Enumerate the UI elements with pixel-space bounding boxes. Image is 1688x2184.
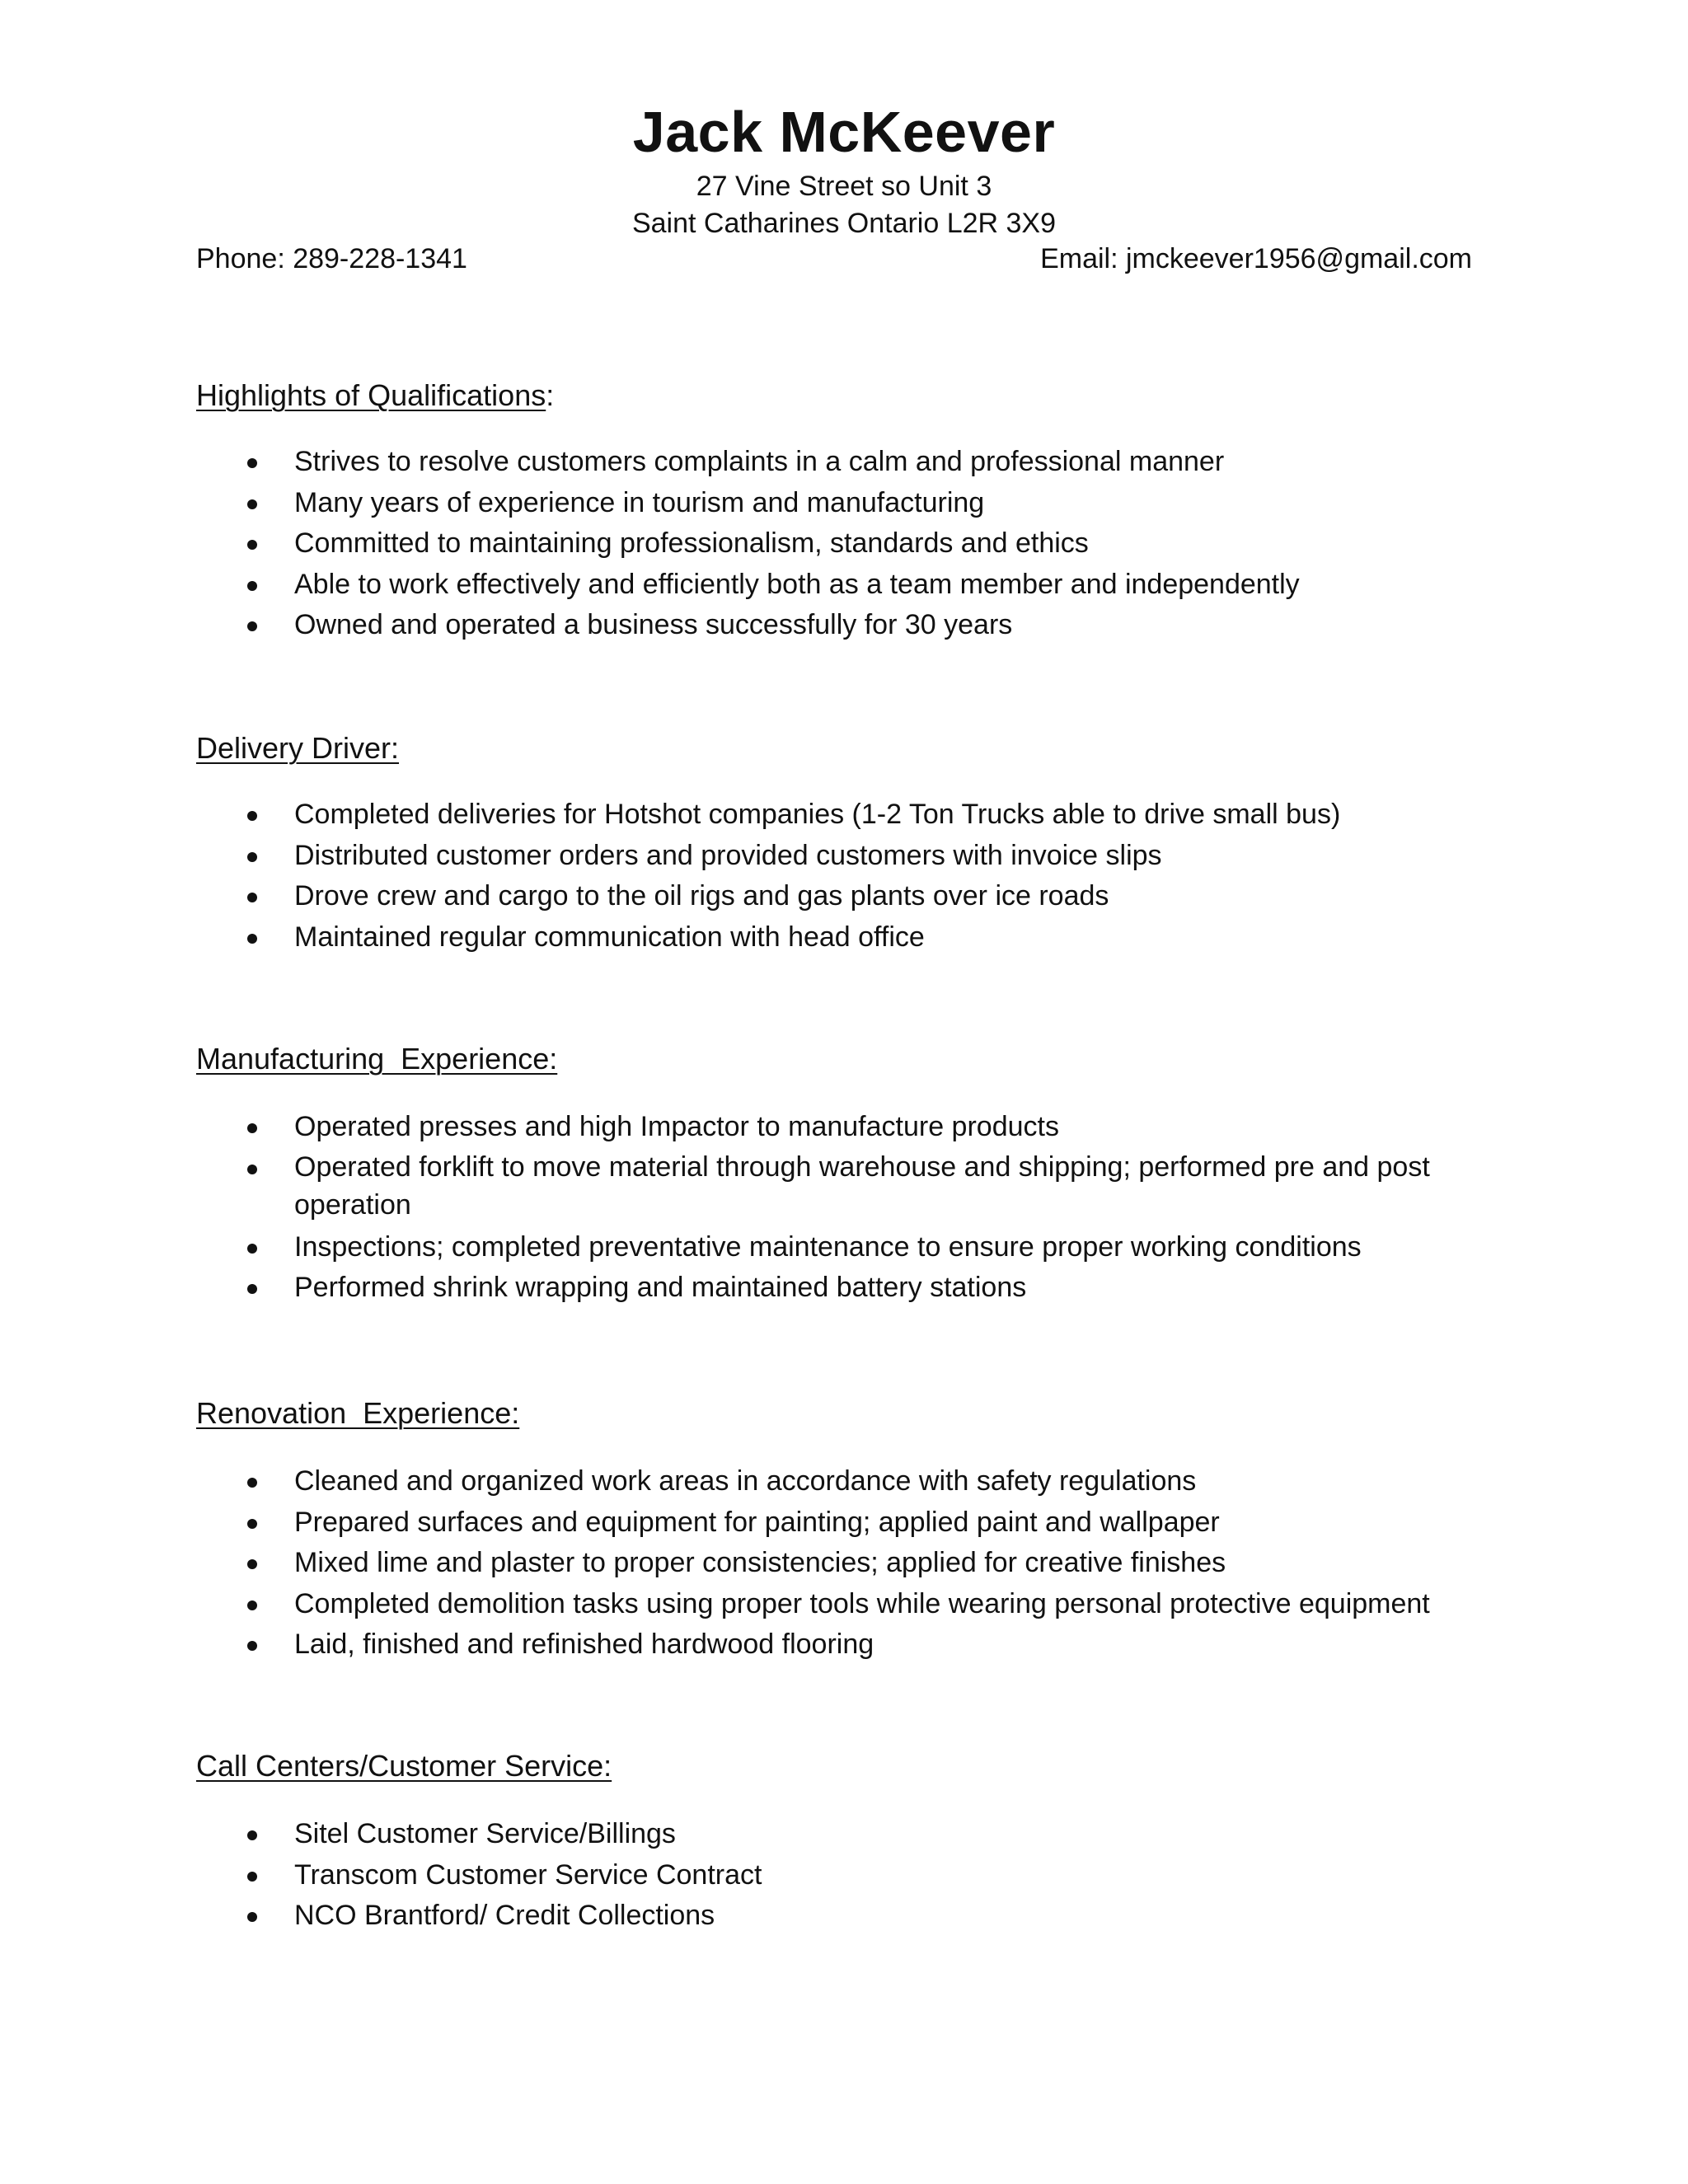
bullet-icon — [247, 1478, 257, 1488]
bullet-icon — [247, 893, 257, 902]
list-item-text: Cleaned and organized work areas in accordance with safety regulations — [294, 1465, 1197, 1497]
section-manufacturing — [196, 1039, 1482, 1309]
list-item-text: Strives to resolve customers complaints in a calm and professional manner — [294, 446, 1225, 477]
list-item-text: Performed shrink wrapping and maintained battery stations — [294, 1272, 1027, 1303]
address-line-1: 27 Vine Street so Unit 3 — [696, 171, 992, 202]
bullet-icon — [247, 1912, 257, 1922]
section-title — [196, 729, 1482, 768]
section-title-suffix: : — [546, 378, 555, 412]
list-item-text: Mixed lime and plaster to proper consistencies; applied for creative finishes — [294, 1547, 1226, 1578]
list-item-text: Completed deliveries for Hotshot companies (1-2 Ton Trucks able to drive small bus) — [294, 799, 1341, 830]
list-item — [196, 1227, 1482, 1268]
section-title-text: Delivery Driver: — [196, 731, 400, 765]
bullet-icon — [247, 852, 257, 862]
bullet-icon — [247, 581, 257, 591]
list-item-text: Laid, finished and refinished hardwood flooring — [294, 1629, 874, 1660]
list-item — [196, 1855, 1482, 1896]
bullet-icon — [247, 1284, 257, 1294]
list-item-text: Owned and operated a business successfully for 30 years — [294, 609, 1013, 640]
list-item — [196, 1584, 1482, 1625]
list-item-text: Operated presses and high Impactor to manufacture products — [294, 1111, 1059, 1142]
applicant-name: Jack McKeever — [632, 100, 1056, 164]
bullet-icon — [247, 1244, 257, 1254]
bullet-icon — [247, 1601, 257, 1610]
phone-number: Phone: 289-228-1341 — [196, 243, 467, 274]
bullet-icon — [247, 621, 257, 631]
bullet-icon — [247, 499, 257, 509]
list-item — [196, 1107, 1482, 1148]
list-item — [196, 483, 1482, 524]
list-item — [196, 1461, 1482, 1502]
bullet-icon — [247, 1519, 257, 1529]
bullet-icon — [247, 540, 257, 550]
section-call-centers — [196, 1746, 1482, 1937]
list-item-text: Prepared surfaces and equipment for painting; applied paint and wallpaper — [294, 1506, 1220, 1538]
list-item-text: NCO Brantford/ Credit Collections — [294, 1900, 715, 1931]
list-item — [196, 794, 1482, 836]
section-title-text: Manufacturing Experience: — [196, 1042, 558, 1076]
bullet-list — [196, 1107, 1482, 1309]
bullet-icon — [247, 458, 257, 468]
list-item-text: Maintained regular communication with head office — [294, 921, 925, 953]
bullet-icon — [247, 1559, 257, 1569]
section-renovation — [196, 1394, 1482, 1666]
list-item — [196, 1148, 1482, 1224]
list-item — [196, 876, 1482, 917]
list-item — [196, 1502, 1482, 1544]
section-title — [196, 376, 1482, 415]
bullet-list — [196, 1814, 1482, 1937]
list-item — [196, 1814, 1482, 1855]
section-highlights — [196, 376, 1482, 646]
bullet-icon — [247, 1123, 257, 1133]
section-title — [196, 1746, 1482, 1786]
section-title-text: Renovation Experience: — [196, 1396, 520, 1430]
bullet-icon — [247, 934, 257, 944]
list-item-text: Able to work effectively and efficiently both as a team member and independently — [294, 568, 1300, 600]
list-item — [196, 565, 1482, 606]
contact-row — [196, 241, 1472, 277]
list-item — [196, 1624, 1482, 1666]
bullet-icon — [247, 811, 257, 821]
list-item — [196, 836, 1482, 877]
list-item — [196, 1896, 1482, 1937]
list-item-text: Operated forklift to move material through warehouse and shipping; performed pre and post operation — [294, 1151, 1430, 1221]
list-item-text: Transcom Customer Service Contract — [294, 1858, 762, 1891]
list-item — [196, 605, 1482, 646]
list-item-text: Sitel Customer Service/Billings — [294, 1818, 676, 1849]
section-delivery-driver — [196, 729, 1482, 958]
list-item-text: Many years of experience in tourism and manufacturing — [294, 486, 985, 518]
bullet-icon — [247, 1641, 257, 1651]
section-title-text: Highlights of Qualifications — [196, 378, 546, 412]
list-item — [196, 1543, 1482, 1584]
bullet-list — [196, 442, 1482, 646]
section-title-text: Call Centers/Customer Service: — [196, 1749, 612, 1783]
list-item-text: Drove crew and cargo to the oil rigs and gas plants over ice roads — [294, 880, 1109, 912]
list-item — [196, 917, 1482, 958]
bullet-icon — [247, 1165, 257, 1174]
bullet-list — [196, 794, 1482, 958]
list-item — [196, 442, 1482, 483]
section-title — [196, 1394, 1482, 1433]
bullet-icon — [247, 1830, 257, 1840]
email-address: Email: jmckeever1956@gmail.com — [1040, 243, 1472, 274]
list-item — [196, 1268, 1482, 1309]
list-item-text: Committed to maintaining professionalism, standards and ethics — [294, 527, 1089, 559]
list-item-text: Inspections; completed preventative maintenance to ensure proper working conditions — [294, 1230, 1362, 1263]
bullet-list — [196, 1461, 1482, 1666]
section-title — [196, 1039, 1482, 1079]
list-item — [196, 523, 1482, 565]
bullet-icon — [247, 1872, 257, 1882]
list-item-text: Distributed customer orders and provided customers with invoice slips — [294, 839, 1162, 871]
list-item-text: Completed demolition tasks using proper tools while wearing personal protective equipment — [294, 1587, 1430, 1619]
address-line-2: Saint Catharines Ontario L2R 3X9 — [631, 208, 1057, 239]
